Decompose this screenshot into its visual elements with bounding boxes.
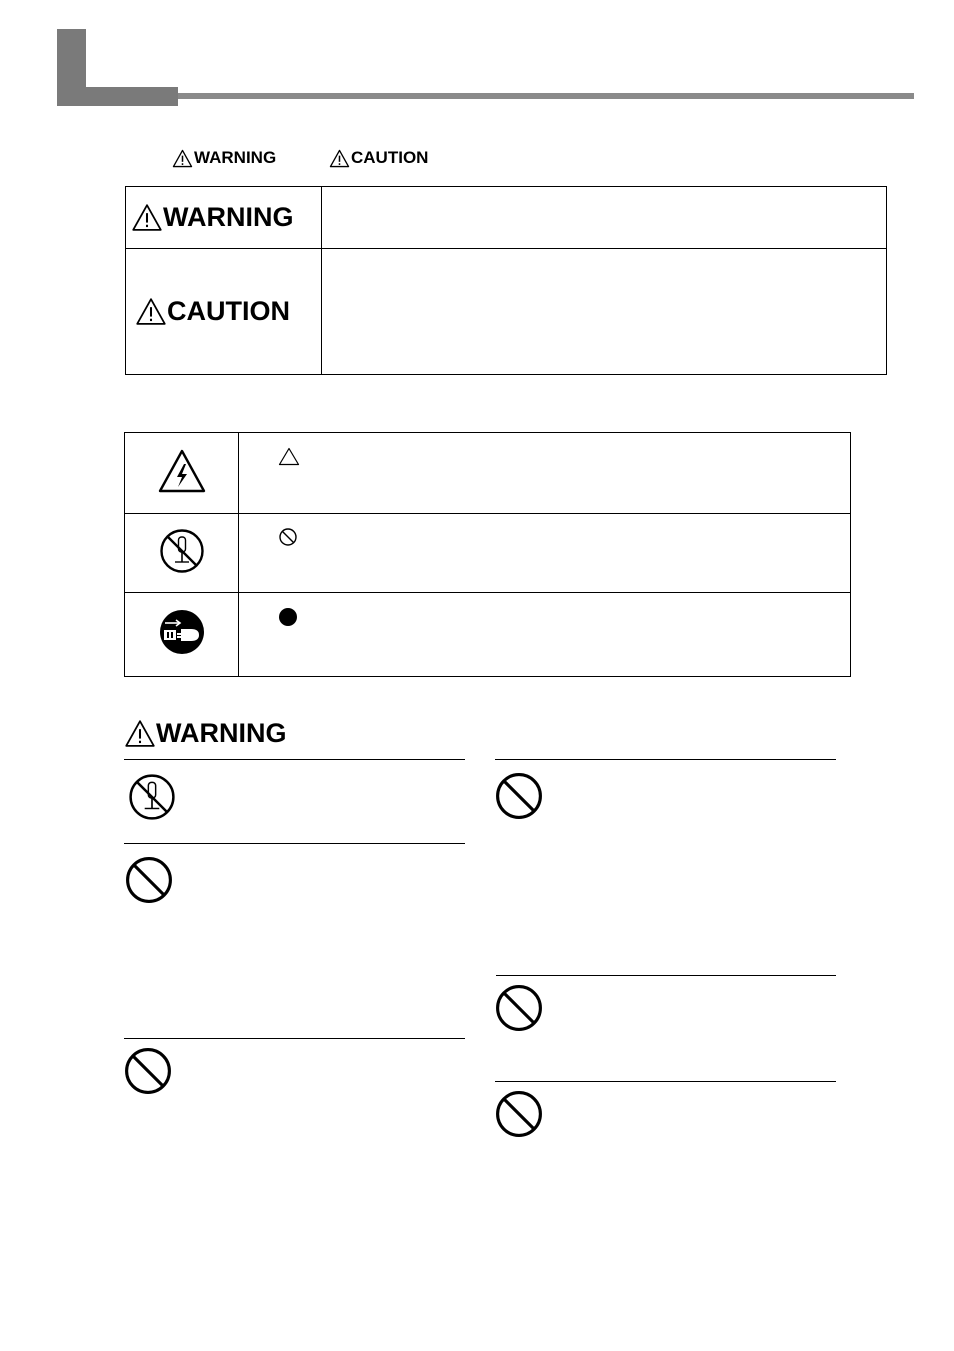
signal-caution-description [322, 249, 887, 375]
prohibition-icon [495, 984, 543, 1032]
right-item-1 [495, 760, 836, 974]
left-item-2 [124, 844, 465, 1037]
electric-shock-icon [157, 448, 207, 494]
signal-warning-label: WARNING [126, 202, 321, 233]
prohibition-marker-icon [278, 527, 298, 547]
signal-word-table [125, 186, 887, 375]
left-item-1 [124, 760, 465, 842]
warning-triangle-icon [135, 297, 167, 326]
warning-triangle-icon [131, 203, 163, 232]
prohibition-icon [495, 772, 543, 820]
prohibition-icon [124, 1047, 172, 1095]
intro-caution-label: CAUTION [329, 147, 428, 169]
signal-row-warning [126, 187, 887, 249]
right-item-3 [495, 1082, 836, 1162]
intro-warning-label: WARNING [172, 147, 276, 169]
signal-caution-label: CAUTION [126, 296, 321, 327]
signal-warning-description [322, 187, 887, 249]
warning-triangle-icon [172, 149, 193, 168]
unplug-icon [159, 609, 205, 655]
symbol-row-prohibition [125, 514, 851, 593]
symbol-row-unplug [125, 593, 851, 677]
prohibition-icon [495, 1090, 543, 1138]
symbol-table [124, 432, 851, 677]
prohibition-icon [125, 856, 173, 904]
signal-row-caution [126, 249, 887, 375]
header-rule [178, 93, 914, 99]
right-item-2 [495, 976, 836, 1080]
no-disassembly-icon [159, 528, 205, 574]
warning-triangle-icon [124, 719, 156, 748]
warning-section-heading: WARNING [124, 716, 287, 750]
filled-circle-marker-icon [278, 607, 298, 627]
warning-triangle-icon [329, 149, 350, 168]
triangle-marker-icon [278, 447, 300, 466]
symbol-row-electric [125, 433, 851, 514]
left-item-3 [124, 1039, 465, 1119]
header-tab-notch [86, 29, 178, 87]
no-disassembly-icon [128, 773, 176, 821]
